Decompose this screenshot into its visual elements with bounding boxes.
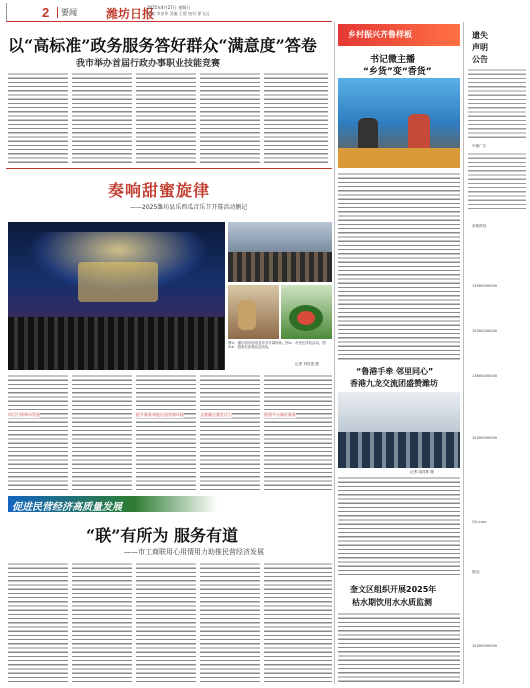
subhead-3: 文旅融合激发活力 <box>200 412 232 417</box>
feature-body-columns <box>8 374 332 490</box>
masthead <box>0 0 530 24</box>
story2-body <box>338 476 460 576</box>
ads-title-2: 声明 <box>472 43 488 52</box>
ads-phone-3: 13600000000 <box>472 374 498 378</box>
ads-label-1: 中缘广告 <box>472 144 487 148</box>
visitors-photo <box>228 285 279 339</box>
ads-title-3: 公告 <box>472 55 488 64</box>
story2-subtitle: 香港九龙交流团盛赞潍坊 <box>350 379 438 388</box>
photo-caption: 图①：潍坊县乐西瓜音乐节开幕现场。图②：市民在体验活动。图③④：游客在参观品尝西瓜。 <box>228 341 326 350</box>
section-label: 要闻 <box>61 8 77 17</box>
lead-subheadline: 我市举办首届行政办事职业技能竞赛 <box>76 59 221 69</box>
ads-phone-1: 13900000000 <box>472 284 498 288</box>
feature-headline: 奏响甜蜜旋律 <box>108 181 211 200</box>
newspaper-logo: 潍坊日报 <box>106 7 155 21</box>
ads-label-2: 常缘热线 <box>472 224 487 228</box>
lead-headline: 以“高标准”政务服务答好群众“满意度”答卷 <box>8 36 317 55</box>
rural-banner-label: 乡村振兴齐鲁样板 <box>348 30 412 39</box>
ads-phone-4: 15300000000 <box>472 436 498 440</box>
ads-title-1: 遗失 <box>472 31 488 40</box>
concert-stage-photo <box>8 222 225 370</box>
section-banner-label: 促进民营经济高质量发展 <box>12 502 122 513</box>
ads-phone-5: 15300000000 <box>472 644 498 648</box>
ads-phone-2: 15300000000 <box>472 329 498 333</box>
story1-body <box>338 172 460 362</box>
subhead-2: 提升服务效能打造营商环境 <box>136 412 184 417</box>
lead-body-columns <box>8 72 330 164</box>
exchange-group-photo <box>338 392 460 468</box>
ads-label-4: 微信: <box>472 570 481 574</box>
story3-subtitle: 枯水期饮用水水质监测 <box>352 598 432 607</box>
story2-byline: 记者 周祥栋 摄 <box>410 470 434 474</box>
story1-title: 书记微主播 <box>370 55 416 65</box>
story1-subtitle: “乡货”变“香货” <box>363 67 432 77</box>
issue-date: 2025年4月27日 星期日 <box>147 5 191 10</box>
story3-title: 奎文区组织开展2025年 <box>350 585 437 594</box>
rural-banner <box>338 24 460 46</box>
story3-body <box>338 612 460 684</box>
page-number: 2 <box>42 5 50 20</box>
watermelon-photo <box>281 285 332 339</box>
story2-title: “鲁港手牵 邻里同心” <box>356 367 434 376</box>
crowd-photo <box>228 222 332 282</box>
subhead-1: 项目引领带动发展 <box>8 412 40 417</box>
bottom-subheadline: ——市工商联用心用情用力助推民营经济发展 <box>124 548 264 556</box>
feature-subheadline: ——2025潍坊县乐西瓜音乐节开幕活动侧记 <box>130 204 248 211</box>
livestream-photo <box>338 78 460 168</box>
ads-label-3: QQ.com <box>472 520 487 524</box>
subhead-4: 搭建平台做好服务 <box>264 412 296 417</box>
section-banner <box>8 496 218 512</box>
bottom-headline: “联”有所为 服务有道 <box>86 526 238 545</box>
photo-byline: 记者 刘昌建 摄 <box>295 362 319 366</box>
editor-credits: 责编 李金华 美编 王琨 校对 徐飞远 <box>147 11 210 16</box>
bottom-body-columns <box>8 562 332 684</box>
ads-column <box>466 24 528 684</box>
